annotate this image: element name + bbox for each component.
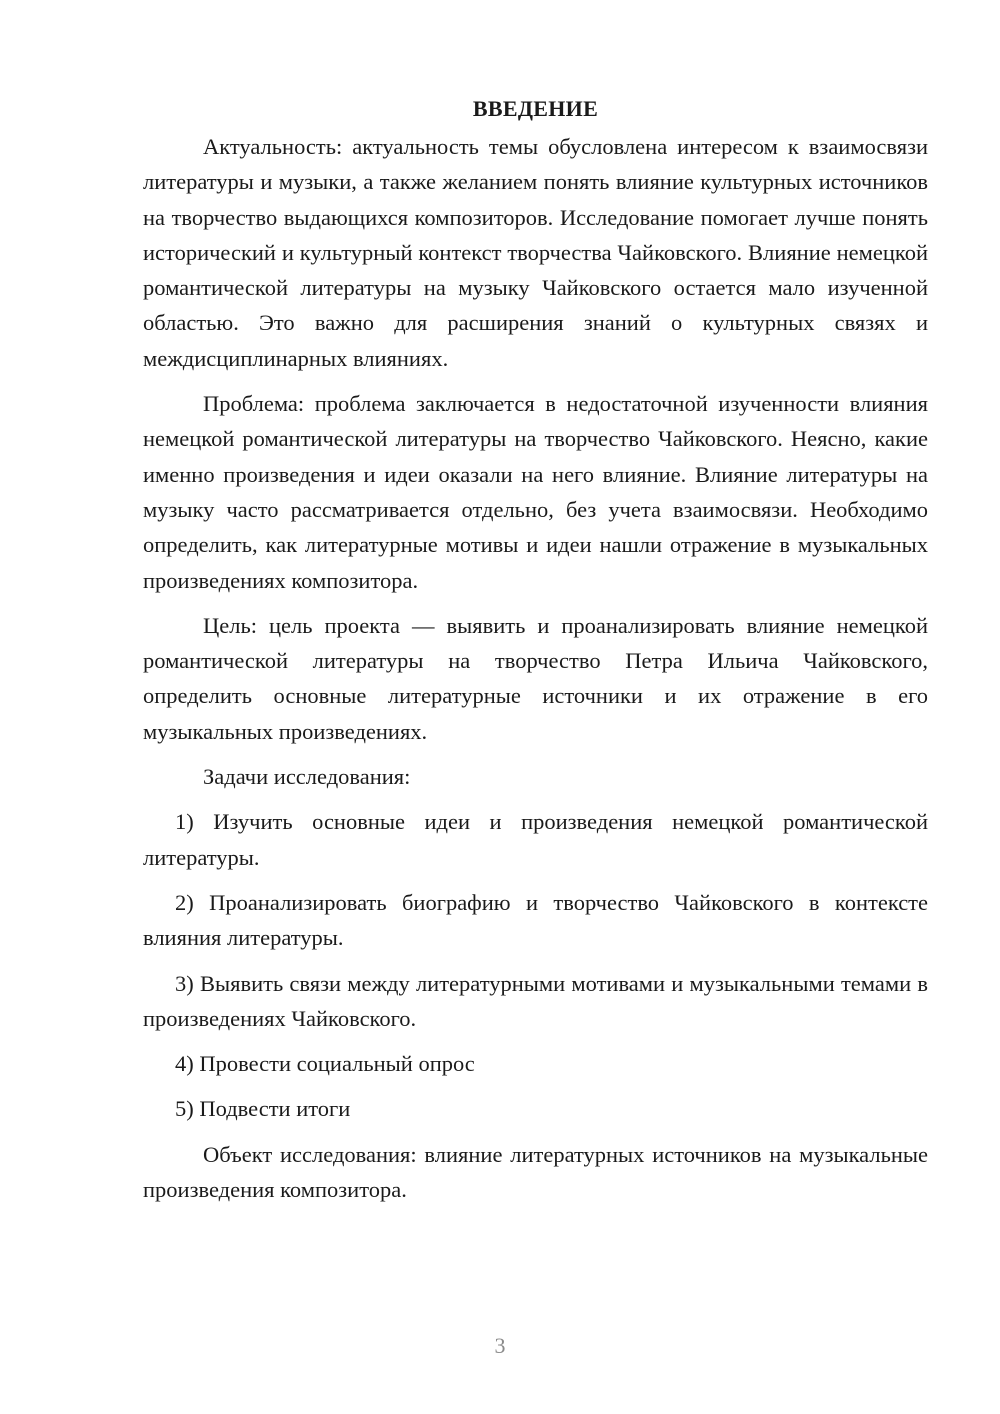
task-item-1: 1) Изучить основные идеи и произведения немецкой романтической литературы. [143, 809, 928, 870]
problem-paragraph: Проблема: проблема заключается в недостаточной изученности влияния немецкой романтической литературы на творчество Чайковского. Неясно, какие именно произведения и идеи оказали на него влияние. Влияние литературы на музыку часто рассматривается отдельно, без учета взаимосвязи. Необходимо определить, как литературные мотивы и идеи нашли отражение в музыкальных произведениях композитора. [143, 391, 928, 593]
task-item-4: 4) Провести социальный опрос [175, 1051, 475, 1077]
page-number: 3 [494, 1333, 506, 1358]
section-title: ВВЕДЕНИЕ [472, 96, 599, 121]
relevance-paragraph: Актуальность: актуальность темы обусловлена интересом к взаимосвязи литературы и музыки, а также желанием понять влияние культурных источников на творчество выдающихся композиторов. Исследование помогает лучше понять исторический и культурный контекст творчества Чайковского. Влияние немецкой романтической литературы на музыку Чайковского остается мало изученной областью. Это важно для расширения знаний о культурных связях и междисциплинарных влияниях. [143, 134, 928, 371]
goal-paragraph: Цель: цель проекта — выявить и проанализировать влияние немецкой романтической литературы на творчество Петра Ильича Чайковского, определить основные литературные источники и их отражение в его музыкальных произведениях. [143, 612, 928, 744]
task-item-2: 2) Проанализировать биографию и творчество Чайковского в контексте влияния литературы. [143, 889, 928, 951]
task-item-3: 3) Выявить связи между литературными мотивами и музыкальными темами в произведениях Чайковского. [143, 970, 928, 1031]
object-paragraph: Объект исследования: влияние литературных источников на музыкальные произведения композитора. [143, 1141, 928, 1203]
page-body [143, 94, 928, 1217]
task-item-5: 5) Подвести итоги [175, 1096, 351, 1122]
tasks-heading: Задачи исследования: [203, 764, 411, 790]
